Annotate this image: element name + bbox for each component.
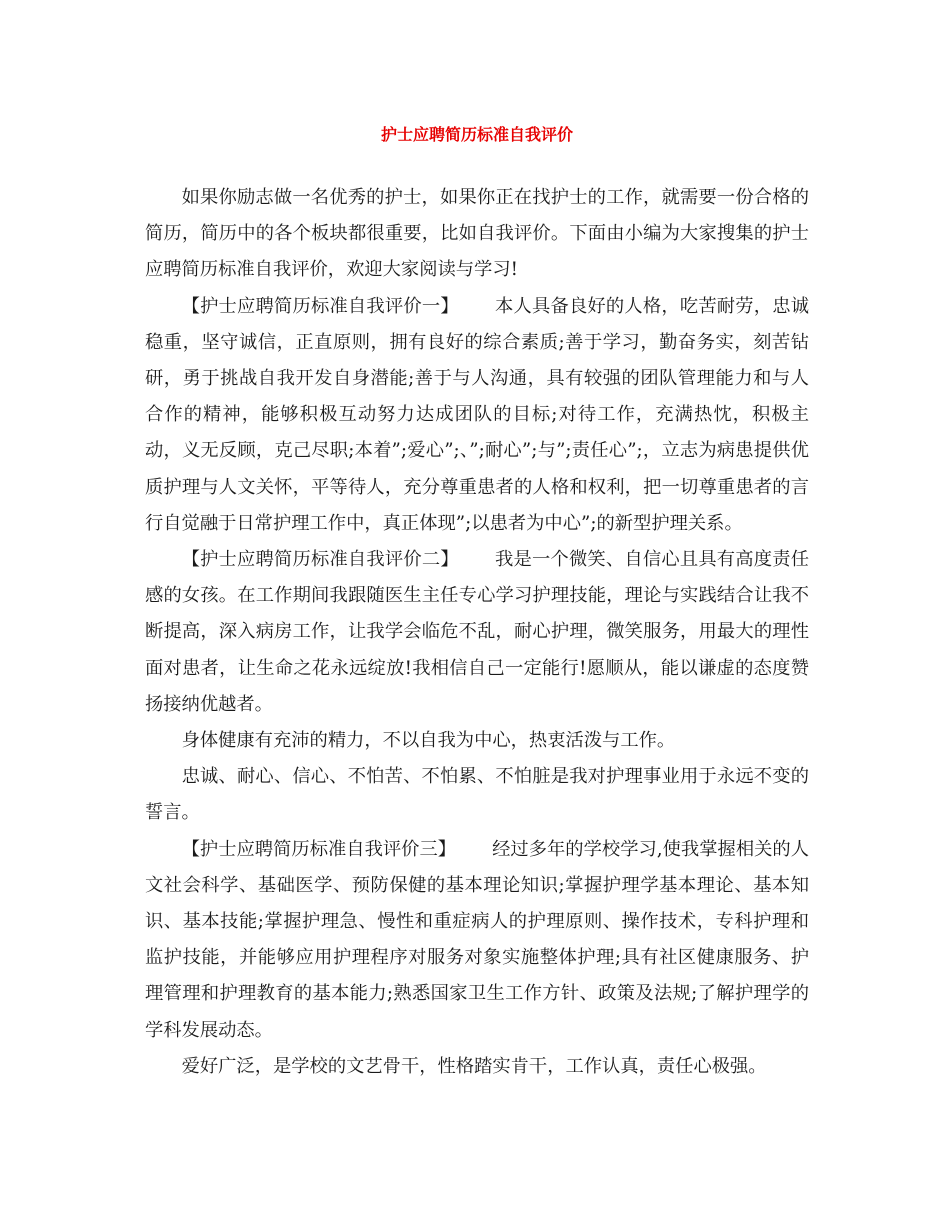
oath-paragraph: 忠诚、耐心、信心、不怕苦、不怕累、不怕脏是我对护理事业用于永远不变的誓言。 bbox=[145, 766, 809, 824]
document-page bbox=[145, 122, 809, 1085]
document-title: 护士应聘简历标准自我评价 bbox=[380, 125, 573, 144]
section-1-heading: 【护士应聘简历标准自我评价一】 bbox=[181, 295, 459, 317]
section-3-body: 经过多年的学校学习,使我掌握相关的人文社会科学、基础医学、预防保健的基本理论知识;掌握护理学基本理论、基本知识、基本技能;掌握护理急、慢性和重症病人的护理原则、操作技术，专科护理和监护技能，并能够应用护理程序对服务对象实施整体护理;具有社区健康服务、护理管理和护理教育的基本能力;熟悉国家卫生工作方针、政策及法规;了解护理学的学科发展动态。 bbox=[145, 838, 810, 1041]
section-3-paragraph bbox=[145, 832, 809, 1049]
section-2-heading: 【护士应聘简历标准自我评价二】 bbox=[181, 549, 459, 571]
section-2-paragraph bbox=[145, 542, 809, 723]
section-1-paragraph bbox=[145, 289, 809, 542]
intro-paragraph: 如果你励志做一名优秀的护士，如果你正在找护士的工作，就需要一份合格的简历，简历中的各个板块都很重要，比如自我评价。下面由小编为大家搜集的护士应聘简历标准自我评价，欢迎大家阅读与学习! bbox=[145, 187, 809, 281]
section-2-body: 我是一个微笑、自信心且具有高度责任感的女孩。在工作期间我跟随医生主任专心学习护理技能，理论与实践结合让我不断提高，深入病房工作，让我学会临危不乱，耐心护理，微笑服务，用最大的理性面对患者，让生命之花永远绽放!我相信自己一定能行!愿顺从，能以谦虚的态度赞扬接纳优越者。 bbox=[145, 549, 810, 715]
section-1-body: 本人具备良好的人格，吃苦耐劳，忠诚稳重，坚守诚信，正直原则，拥有良好的综合素质;善于学习，勤奋务实，刻苦钻研，勇于挑战自我开发自身潜能;善于与人沟通，具有较强的团队管理能力和与人合作的精神，能够积极互动努力达成团队的目标;对待工作，充满热忱，积极主动，义无反顾，克己尽职;本着”;爱心”;、”;耐心”;与”;责任心”;，立志为病患提供优质护理与人文关怀，平等待人，充分尊重患者的人格和权利，把一切尊重患者的言行自觉融于日常护理工作中，真正体现”;以患者为中心”;的新型护理关系。 bbox=[145, 295, 810, 534]
section-3-heading: 【护士应聘简历标准自我评价三】 bbox=[181, 838, 457, 860]
hobby-paragraph: 爱好广泛，是学校的文艺骨干，性格踏实肯干，工作认真，责任心极强。 bbox=[181, 1055, 767, 1077]
health-paragraph: 身体健康有充沛的精力，不以自我为中心，热衷活泼与工作。 bbox=[181, 730, 676, 752]
